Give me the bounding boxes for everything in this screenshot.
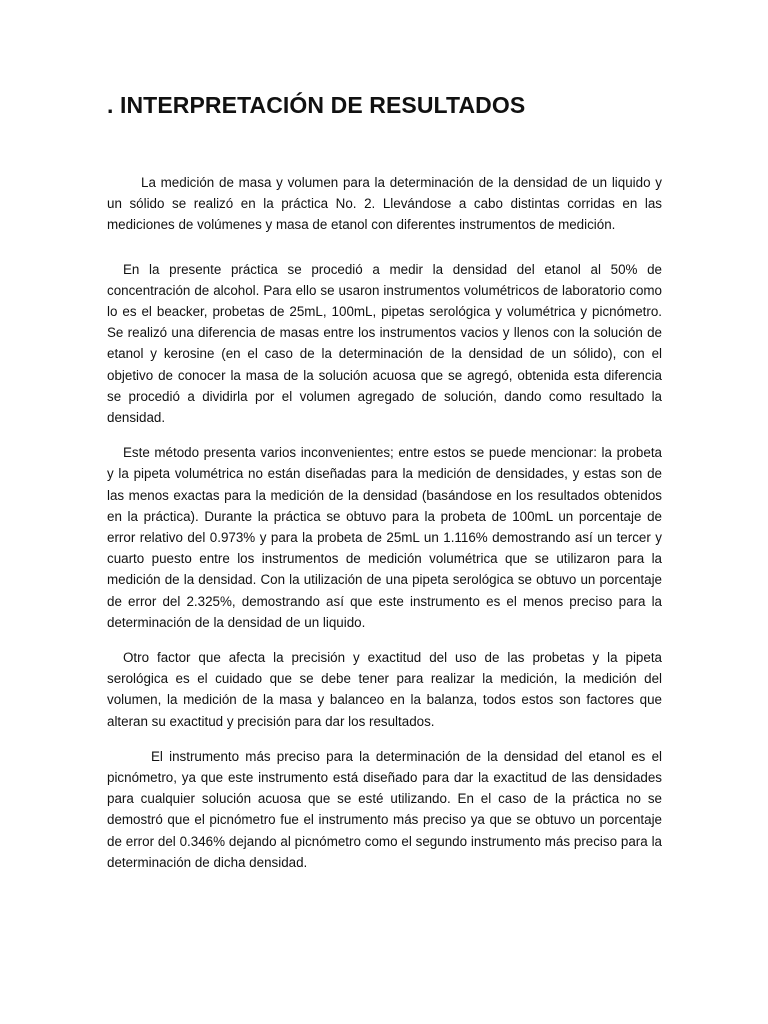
paragraph-1: La medición de masa y volumen para la determinación de la densidad de un liquido y un sólido se realizó en la práctica No. 2. Llevándose a cabo distintas corridas en las mediciones de volúmenes y masa de etanol con diferentes instrumentos de medición.: [107, 175, 662, 233]
paragraph-3: Este método presenta varios inconvenientes; entre estos se puede mencionar: la probeta y la pipeta volumétrica no están diseñadas para la medición de densidades, y estas son de las menos exactas para la medición de la densidad (basándose en los resultados obtenidos en la práctica). Durante la práctica se obtuvo para la probeta de 100mL un porcentaje de error relativo del 0.973% y para la probeta de 25mL un 1.116% demostrando así un tercer y cuarto puesto entre los instrumentos de medición volumétrica que se utilizaron para la medición de la densidad. Con la utilización de una pipeta serológica se obtuvo un porcentaje de error del 2.325%, demostrando así que este instrumento es el menos preciso para la determinación de la densidad de un liquido.: [107, 445, 662, 630]
document-body: [107, 172, 662, 873]
paragraph-4: Otro factor que afecta la precisión y exactitud del uso de las probetas y la pipeta serológica es el cuidado que se debe tener para realizar la medición, la medición del volumen, la medición de la masa y balanceo en la balanza, todos estos son factores que alteran su exactitud y precisión para dar los resultados.: [107, 650, 662, 729]
paragraph-5: El instrumento más preciso para la determinación de la densidad del etanol es el picnómetro, ya que este instrumento está diseñado para dar la exactitud de las densidades para cualquier solución acuosa que se esté utilizando. En el caso de la práctica no se demostró que el picnómetro fue el instrumento más preciso ya que se obtuvo un porcentaje de error del 0.346% dejando al picnómetro como el segundo instrumento más preciso para la determinación de dicha densidad.: [107, 748, 662, 870]
section-title: . INTERPRETACIÓN DE RESULTADOS: [107, 92, 526, 118]
paragraph-2: En la presente práctica se procedió a medir la densidad del etanol al 50% de concentración de alcohol. Para ello se usaron instrumentos volumétricos de laboratorio como lo es el beacker, probetas de 25mL, 100mL, pipetas serológica y volumétrica y picnómetro. Se realizó una diferencia de masas entre los instrumentos vacios y llenos con la solución de etanol y kerosine (en el caso de la determinación de la densidad de un sólido), con el objetivo de conocer la masa de la solución acuosa que se agregó, obtenida esta diferencia se procedió a dividirla por el volumen agregado de solución, dando como resultado la densidad.: [107, 261, 662, 426]
